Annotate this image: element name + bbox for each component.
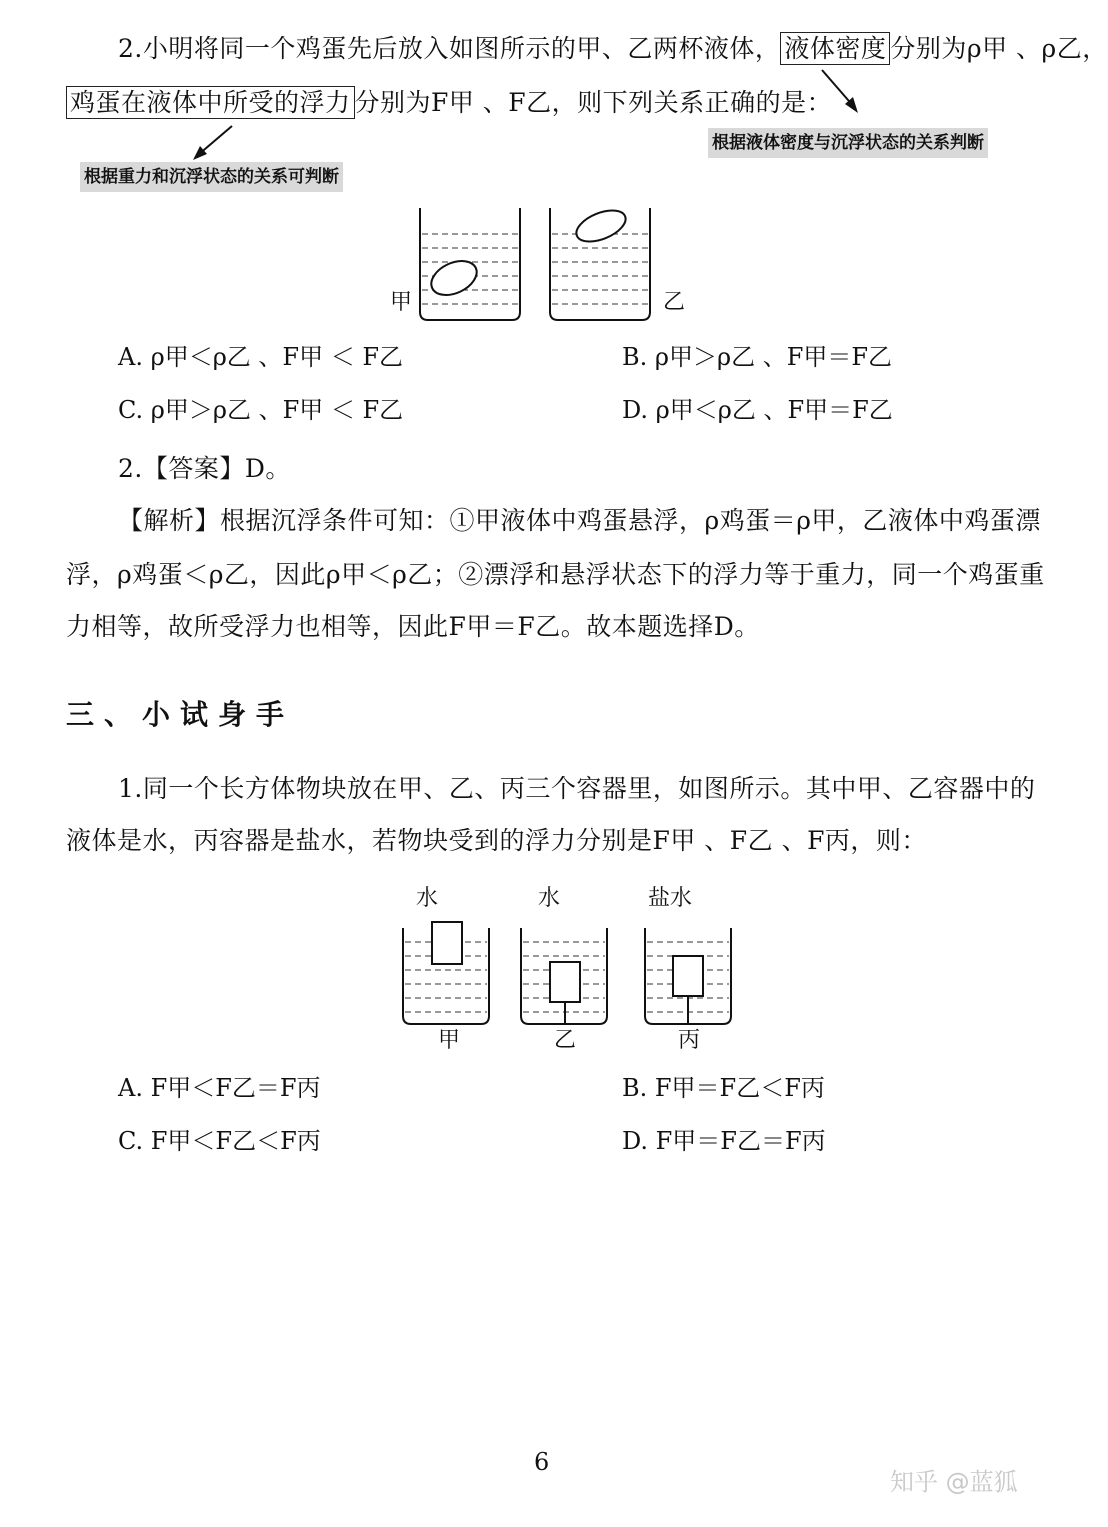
section-heading: 三、小试身手 (66, 698, 295, 731)
q2-line1-text: 2.小明将同一个鸡蛋先后放入如图所示的甲、乙两杯液体， (118, 34, 781, 63)
fig-bottom-label-1: 甲 (438, 1028, 461, 1053)
fig-bottom-label-3: 丙 (678, 1028, 701, 1053)
s3-option-b: B. F甲＝F乙＜F丙 (622, 1074, 825, 1102)
note-density: 根据液体密度与沉浮状态的关系判断 (708, 128, 988, 158)
q2-answer: 2.【答案】D。 (118, 454, 291, 483)
liquid-density-box: 液体密度 (780, 32, 890, 65)
fig-top-label-1: 水 (416, 886, 439, 911)
s3-q1-line-2: 液体是水，丙容器是盐水，若物块受到的浮力分别是F甲 、F乙 、F丙，则： (66, 826, 927, 855)
s3-option-c: C. F甲＜F乙＜F丙 (118, 1127, 321, 1155)
note-gravity: 根据重力和沉浮状态的关系可判断 (80, 162, 343, 192)
q2-analysis-line-3: 力相等，故所受浮力也相等，因此F甲＝F乙。故本题选择D。 (66, 612, 760, 641)
egg-cups-figure (380, 200, 700, 330)
q2-option-c: C. ρ甲＞ρ乙 、F甲 ＜ F乙 (118, 396, 404, 424)
q2-option-a: A. ρ甲＜ρ乙 、F甲 ＜ F乙 (118, 343, 403, 371)
block-yi (550, 962, 580, 1002)
egg-jia (426, 254, 482, 301)
s3-option-a: A. F甲＜F乙＝F丙 (118, 1074, 321, 1102)
q2-option-b: B. ρ甲＞ρ乙 、F甲＝F乙 (622, 343, 893, 371)
buoyancy-box: 鸡蛋在液体中所受的浮力 (66, 86, 355, 119)
block-jia (432, 922, 462, 964)
s3-option-d: D. F甲＝F乙＝F丙 (622, 1127, 826, 1155)
egg-yi (572, 204, 630, 248)
page-number: 6 (534, 1448, 550, 1476)
watermark: 知乎 @蓝狐 (890, 1468, 1018, 1496)
block-bing (673, 956, 703, 996)
q2-option-d: D. ρ甲＜ρ乙 、F甲＝F乙 (622, 396, 893, 424)
block-containers-figure (395, 918, 745, 1030)
fig-label-yi: 乙 (663, 290, 686, 315)
fig-top-label-2: 水 (538, 886, 561, 911)
fig-top-label-3: 盐水 (648, 886, 693, 911)
q2-analysis-line-1: 【解析】根据沉浮条件可知：①甲液体中鸡蛋悬浮，ρ鸡蛋＝ρ甲，乙液体中鸡蛋漂 (118, 506, 1041, 535)
q2-analysis-line-2: 浮，ρ鸡蛋＜ρ乙，因此ρ甲＜ρ乙；②漂浮和悬浮状态下的浮力等于重力，同一个鸡蛋重 (66, 560, 1045, 589)
fig-bottom-label-2: 乙 (554, 1028, 577, 1053)
q2-line2-tail: 分别为F甲 、F乙，则下列关系正确的是： (354, 88, 833, 117)
s3-q1-line-1: 1.同一个长方体物块放在甲、乙、丙三个容器里，如图所示。其中甲、乙容器中的 (118, 774, 1036, 803)
q2-line1-tail: 分别为ρ甲 、ρ乙， (890, 34, 1108, 63)
fig-label-jia: 甲 (390, 290, 413, 315)
